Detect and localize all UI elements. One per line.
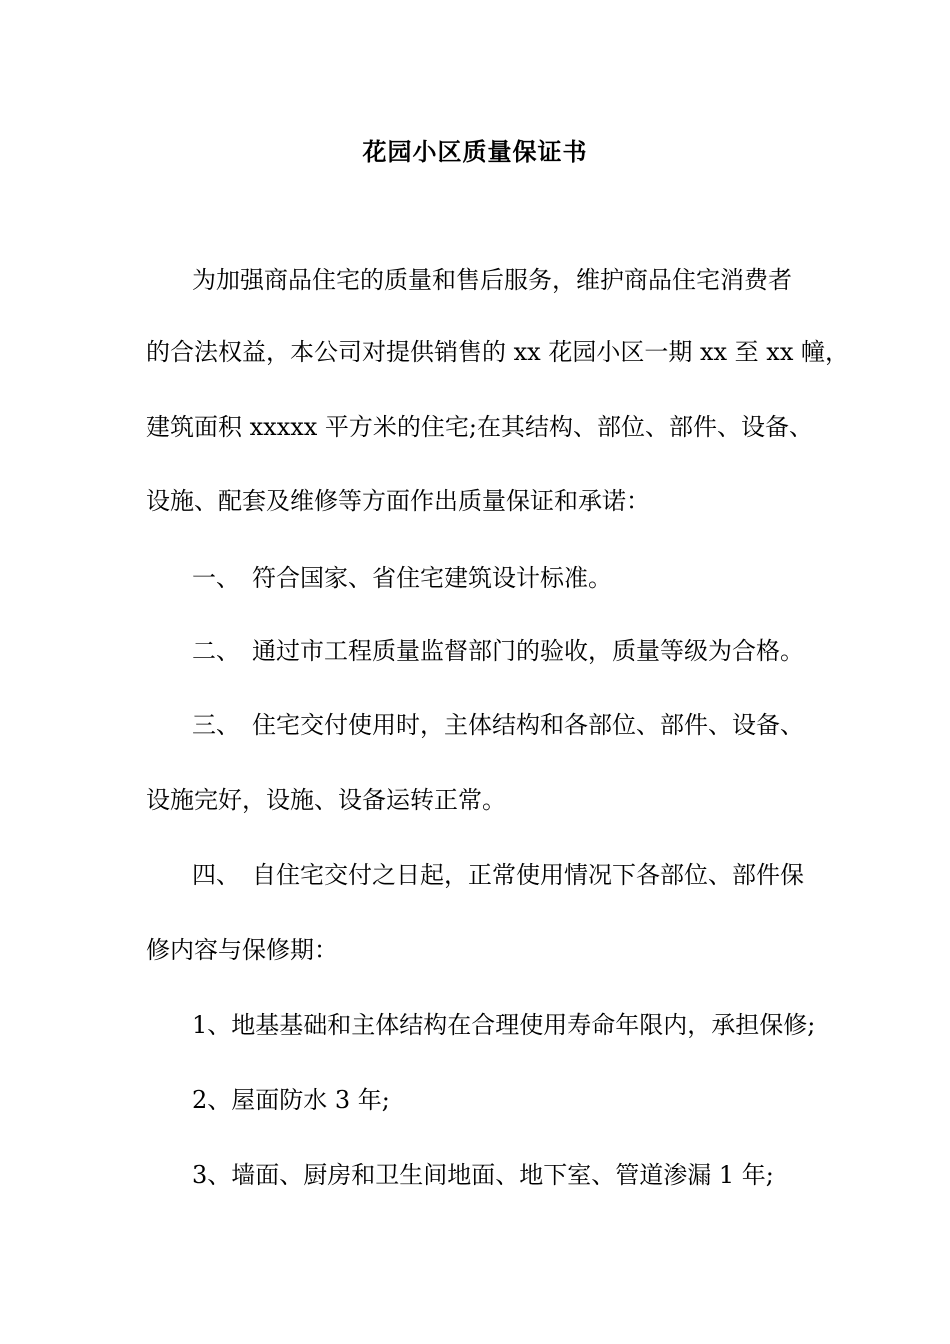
clause-4	[192, 857, 872, 893]
clause-text: 住宅交付使用时，主体结构和各部位、部件、设备、	[252, 711, 804, 739]
clause-4-continuation: 修内容与保修期：	[146, 936, 338, 964]
clause-number: 三、	[192, 711, 240, 739]
clause-1	[192, 560, 872, 596]
clause-text: 通过市工程质量监督部门的验收，质量等级为合格。	[252, 637, 804, 665]
intro-line-2: 的合法权益，本公司对提供销售的 xx 花园小区一期 xx 至 xx 幢，	[146, 338, 849, 366]
intro-line-1: 为加强商品住宅的质量和售后服务，维护商品住宅消费者	[192, 266, 792, 294]
intro-line-4: 设施、配套及维修等方面作出质量保证和承诺：	[146, 487, 650, 515]
clause-3-continuation: 设施完好，设施、设备运转正常。	[146, 786, 506, 814]
clause-text: 自住宅交付之日起，正常使用情况下各部位、部件保	[252, 861, 804, 889]
list-item-2: 2、屋面防水 3 年;	[192, 1086, 390, 1114]
clause-2	[192, 633, 872, 669]
clause-3	[192, 707, 872, 743]
clause-number: 二、	[192, 637, 240, 665]
document-title: 花园小区质量保证书	[362, 137, 588, 166]
list-item-3: 3、墙面、厨房和卫生间地面、地下室、管道渗漏 1 年;	[192, 1161, 774, 1189]
clause-number: 四、	[192, 861, 240, 889]
clause-number: 一、	[192, 564, 240, 592]
intro-line-3: 建筑面积 xxxxx 平方米的住宅;在其结构、部位、部件、设备、	[146, 413, 814, 441]
clause-text: 符合国家、省住宅建筑设计标准。	[252, 564, 612, 592]
list-item-1: 1、地基基础和主体结构在合理使用寿命年限内，承担保修;	[192, 1011, 816, 1039]
